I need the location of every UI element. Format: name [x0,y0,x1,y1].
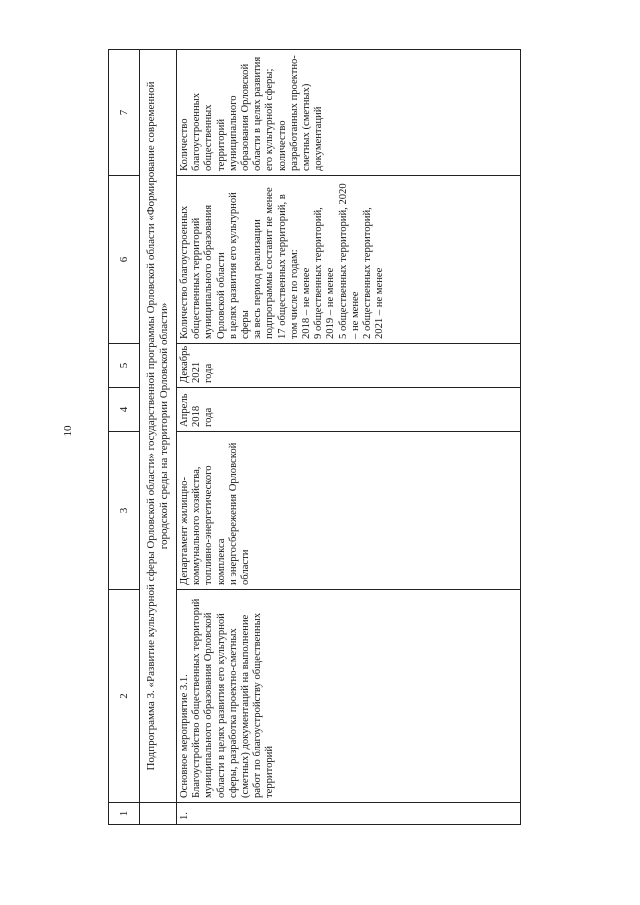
column-number: 2 [109,590,140,803]
end-date: Декабрь 2021 года [177,344,521,388]
column-number-row [109,50,140,825]
page-number: 10 [62,425,74,437]
column-number: 7 [109,50,140,176]
subprogram-row [140,50,177,825]
executor: Департамент жилищно-коммунального хозяйства, топливно-энергетического комплекса и энергосбережения Орловской области [177,432,521,590]
column-number: 1 [109,803,140,825]
subprogram-number-cell [140,803,177,825]
expected-result: Количество благоустроенных общественных территорий муниципального образования Орловской области в целях развития его культурной сферы за весь период реализации подпрограммы составит не менее 17 общественных территорий, в том числе по годам: 2018 – не менее 9 общественных территорий, 2019 – не менее 5 общественных территорий, 2020 – не менее 2 общественных территорий, 2021 – не менее [177,176,521,344]
column-number: 4 [109,388,140,432]
start-date: Апрель 2018 года [177,388,521,432]
table-row [177,50,521,825]
subprogram-title: Подпрограмма 3. «Развитие культурной сферы Орловской области» государственной программы Орловской области «Формирование современной городской среды на территории Орловской области» [140,50,177,803]
column-number: 6 [109,176,140,344]
column-number: 3 [109,432,140,590]
row-number: 1. [177,803,521,825]
measure-name: Основное мероприятие 3.1. Благоустройство общественных территорий муниципального образования Орловской области в целях развития его культурной сферы, разработка проектно-сметных (сметных) документаций на выполнение работ по благоустройству общественных территорий [177,590,521,803]
rotated-table-wrapper [108,50,521,825]
indicators: Количество благоустроенных общественных территорий муниципального образования Орловской области в целях развития его культурной сферы; количество разработанных проектно-сметных (сметных) документаций [177,50,521,176]
column-number: 5 [109,344,140,388]
program-table [108,49,521,825]
